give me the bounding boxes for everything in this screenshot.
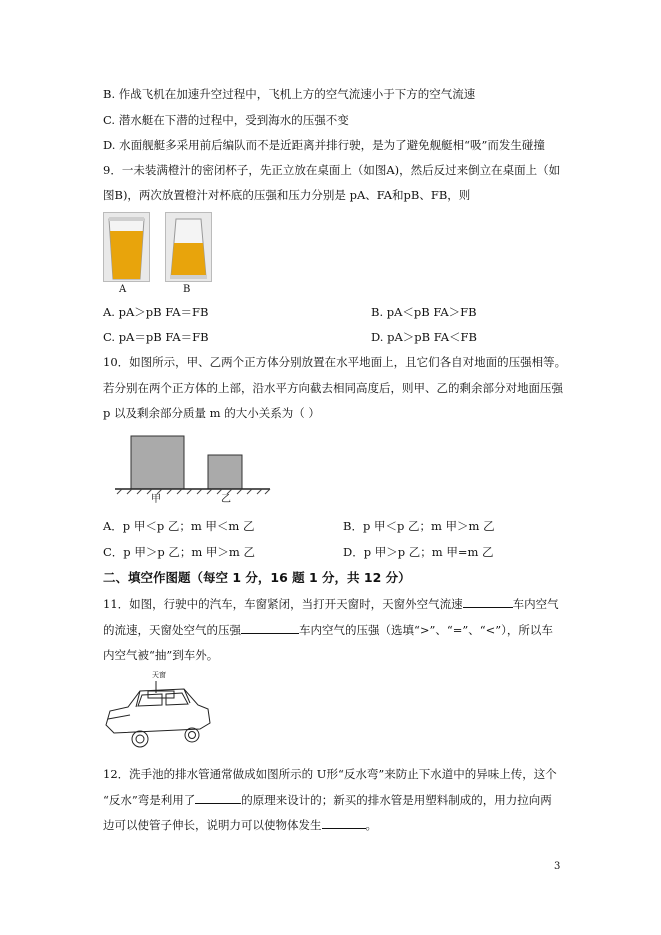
q12-text-2b: 的原理来设计的；新买的排水管是用塑料制成的，用力拉向两 bbox=[241, 793, 552, 807]
cubes-drawing bbox=[115, 432, 275, 504]
cup-a-photo bbox=[103, 212, 150, 282]
cup-a-label: A bbox=[119, 284, 127, 295]
q9-stem-line1: 9．一未装满橙汁的密闭杯子，先正立放在桌面上（如图A)，然后反过来倒立在桌面上（如 bbox=[103, 163, 561, 177]
q12-line2 bbox=[103, 792, 552, 808]
sunroof-label: 天窗 bbox=[152, 671, 166, 679]
q8-option-b: B. 作战飞机在加速升空过程中，飞机上方的空气流速小于下方的空气流速 bbox=[103, 87, 476, 101]
q9-option-d: D. pA＞pB FA＜FB bbox=[371, 330, 477, 344]
q12-text-2a: “反水”弯是利用了 bbox=[103, 793, 196, 807]
q11-car-figure bbox=[100, 671, 215, 753]
q11-text-1b: 车内空气 bbox=[512, 597, 559, 611]
cup-a-drawing bbox=[104, 213, 149, 281]
q11-blank-1[interactable] bbox=[463, 596, 513, 608]
q9-option-c: C. pA＝pB FA＝FB bbox=[103, 330, 209, 344]
car-drawing bbox=[100, 671, 215, 753]
q10-cubes-figure bbox=[115, 432, 275, 504]
q10-option-b: B．p 甲＜p 乙；m 甲＞m 乙 bbox=[343, 519, 495, 533]
cup-b-drawing bbox=[166, 213, 211, 281]
q12-blank-2[interactable] bbox=[322, 817, 366, 829]
q11-blank-2[interactable] bbox=[241, 622, 299, 634]
q10-option-a: A．p 甲＜p 乙；m 甲＜m 乙 bbox=[103, 519, 255, 533]
cube-yi-label: 乙 bbox=[221, 494, 231, 505]
q12-line1: 12．洗手池的排水管通常做成如图所示的 U形“反水弯”来防止下水道中的异味上传，这个 bbox=[103, 767, 557, 781]
q12-text-3a: 边可以使管子伸长，说明力可以使物体发生 bbox=[103, 818, 322, 832]
q11-text-2a: 的流速，天窗处空气的压强 bbox=[103, 623, 241, 637]
q11-line1 bbox=[103, 596, 559, 612]
section-2-title: 二、填空作图题（每空 1 分，16 题 1 分，共 12 分） bbox=[103, 570, 411, 585]
q11-line2 bbox=[103, 622, 553, 638]
page-number: 3 bbox=[554, 861, 561, 872]
q9-cups-figure bbox=[103, 212, 223, 298]
q10-option-d: D．p 甲＞p 乙；m 甲=m 乙 bbox=[343, 545, 494, 559]
q10-stem-line3: p 以及剩余部分质量 m 的大小关系为（ ） bbox=[103, 406, 320, 420]
q10-stem-line1: 10．如图所示，甲、乙两个正方体分别放置在水平地面上，且它们各自对地面的压强相等。 bbox=[103, 355, 567, 369]
q11-line3: 内空气被“抽”到车外。 bbox=[103, 648, 219, 662]
q11-text-1a: 11．如图，行驶中的汽车，车窗紧闭，当打开天窗时，天窗外空气流速 bbox=[103, 597, 463, 611]
q8-option-c: C. 潜水艇在下潜的过程中，受到海水的压强不变 bbox=[103, 113, 349, 127]
q10-option-c: C．p 甲＞p 乙；m 甲＞m 乙 bbox=[103, 545, 255, 559]
q9-stem-line2: 图B)，两次放置橙汁对杯底的压强和压力分别是 pA、FA和pB、FB，则 bbox=[103, 188, 471, 202]
q9-option-b: B. pA＜pB FA＞FB bbox=[371, 305, 477, 319]
q9-option-a: A. pA＞pB FA＝FB bbox=[103, 305, 209, 319]
q12-text-3b: 。 bbox=[365, 818, 377, 832]
cup-b-label: B bbox=[183, 284, 191, 295]
q10-stem-line2: 若分别在两个正方体的上部，沿水平方向截去相同高度后，则甲、乙的剩余部分对地面压强 bbox=[103, 381, 563, 395]
cube-jia-label: 甲 bbox=[151, 494, 161, 505]
q11-text-2b: 车内空气的压强（选填“>”、“=”、“<”），所以车 bbox=[299, 623, 553, 637]
cup-b-photo bbox=[165, 212, 212, 282]
q8-option-d: D. 水面舰艇多采用前后编队而不是近距离并排行驶，是为了避免舰艇相“吸”而发生碰撞 bbox=[103, 138, 545, 152]
q12-line3 bbox=[103, 817, 377, 833]
q12-blank-1[interactable] bbox=[195, 792, 241, 804]
